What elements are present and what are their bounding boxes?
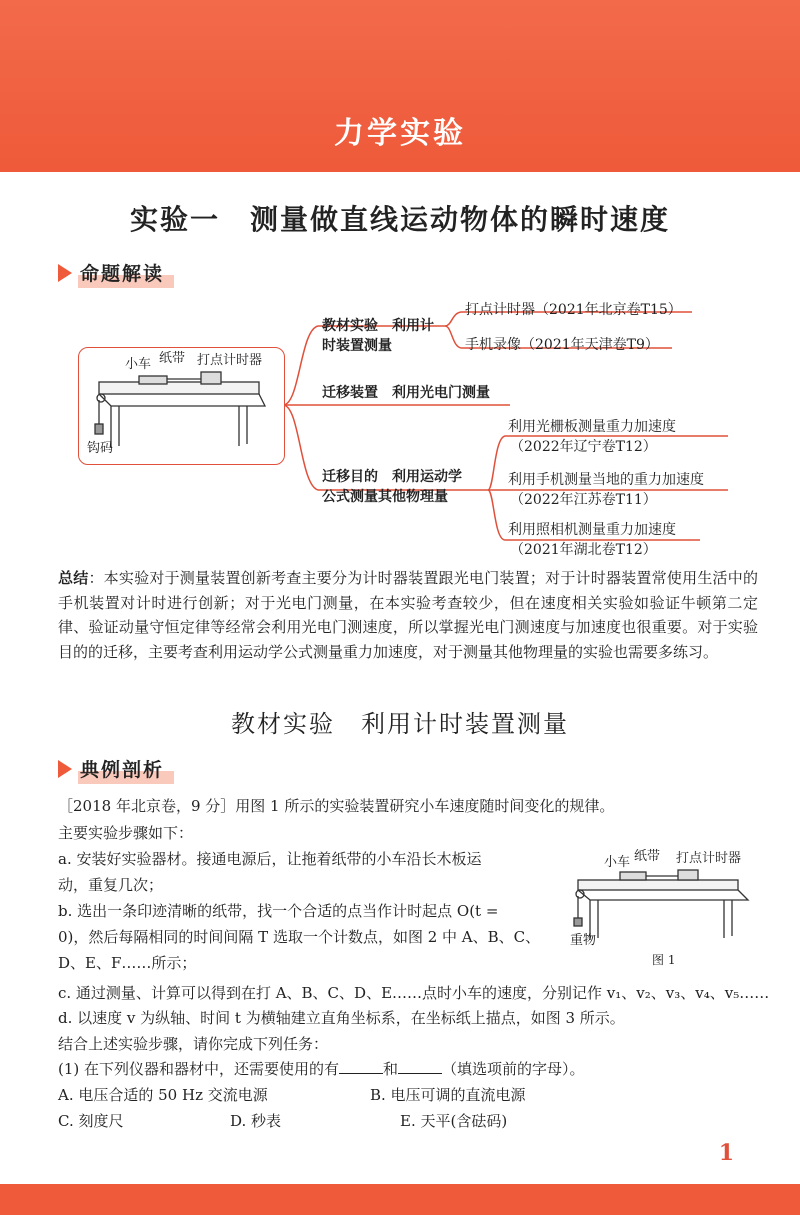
step-a-line1: a. 安装好实验器材。接通电源后，让拖着纸带的小车沿长木板运 bbox=[58, 850, 482, 868]
figure-1 bbox=[568, 842, 768, 972]
mindmap-branch-migration-goal: 迁移目的 利用运动学 公式测量其他物理量 bbox=[322, 469, 462, 505]
mindmap-leaf-3: 利用光栅板测量重力加速度 （2022年辽宁卷T12） bbox=[508, 419, 676, 455]
option-c: C. 刻度尺 bbox=[58, 1112, 124, 1130]
steps-intro: 主要实验步骤如下： bbox=[58, 824, 194, 842]
triangle-icon bbox=[58, 264, 72, 282]
fig1-label-timer: 打点计时器 bbox=[676, 851, 742, 866]
triangle-icon bbox=[58, 760, 72, 778]
fig1-label-cart: 小车 bbox=[604, 855, 631, 870]
section-tag-analysis bbox=[58, 258, 174, 288]
mindmap-branch-migration-device: 迁移装置 利用光电门测量 bbox=[322, 385, 490, 401]
option-e: E. 天平(含砝码) bbox=[400, 1112, 508, 1130]
section-tag-example bbox=[58, 754, 174, 784]
question-1: (1) 在下列仪器和器材中，还需要使用的有 和 （填选项前的字母）。 bbox=[58, 1060, 585, 1078]
step-b-line1: b. 选出一条印迹清晰的纸带，找一个合适的点当作计时起点 O(t = bbox=[58, 902, 499, 920]
experiment-title: 实验一 测量做直线运动物体的瞬时速度 bbox=[129, 203, 670, 236]
answer-blank-2[interactable] bbox=[398, 1059, 442, 1074]
mindmap-branch-textbook: 教材实验 利用计 时装置测量 bbox=[322, 318, 434, 354]
problem-intro: ［2018 年北京卷，9 分］用图 1 所示的实验装置研究小车速度随时间变化的规律。 bbox=[58, 797, 615, 815]
section-label: 命题解读 bbox=[78, 259, 174, 288]
label-tape: 纸带 bbox=[159, 351, 186, 366]
fig1-caption: 图 1 bbox=[652, 953, 676, 967]
task-intro: 结合上述实验步骤，请你完成下列任务： bbox=[58, 1035, 329, 1053]
option-d: D. 秒表 bbox=[230, 1112, 282, 1130]
step-b-line2: 0)，然后每隔相同的时间间隔 T 选取一个计数点，如图 2 中 A、B、C、 bbox=[58, 928, 541, 946]
option-a: A. 电压合适的 50 Hz 交流电源 bbox=[58, 1086, 268, 1104]
step-c: c. 通过测量、计算可以得到在打 A、B、C、D、E……点时小车的速度，分别记作 v₁、v₂、v₃、v₄、v₅…… bbox=[58, 984, 770, 1002]
label-cart: 小车 bbox=[125, 357, 152, 372]
branch1-curve bbox=[283, 326, 318, 405]
answer-blank-1[interactable] bbox=[339, 1059, 383, 1074]
fig1-label-tape: 纸带 bbox=[634, 849, 661, 864]
step-a-line2: 动，重复几次； bbox=[58, 876, 164, 894]
label-timer: 打点计时器 bbox=[197, 353, 263, 368]
option-b: B. 电压可调的直流电源 bbox=[370, 1086, 526, 1104]
summary-text: ：本实验对于测量装置创新考查主要分为计时器装置跟光电门装置；对于计时器装置常使用生活中的手机装置对计时进行创新；对于光电门测量，在本实验考查较少，但在速度相关实验如验证牛顿第二定律、验证动量守恒定律等经常会利用光电门测速度，所以掌握光电门测速度与加速度也很重要。对于实验目的的迁移，主要考查利用运动学公式测量重力加速度，对于测量其他物理量的实验也需要多练习。 bbox=[58, 569, 758, 661]
mindmap-leaf-5: 利用照相机测量重力加速度 （2021年湖北卷T12） bbox=[508, 522, 676, 558]
mindmap-leaf-1: 打点计时器（2021年北京卷T15） bbox=[465, 302, 682, 318]
fig1-label-weight: 重物 bbox=[570, 933, 597, 948]
step-d: d. 以速度 v 为纵轴、时间 t 为横轴建立直角坐标系，在坐标纸上描点，如图 3 所示。 bbox=[58, 1009, 625, 1027]
page-number: 1 bbox=[718, 1140, 734, 1166]
mindmap-leaf-2: 手机录像（2021年天津卷T9） bbox=[465, 337, 659, 353]
chapter-title: 力学实验 bbox=[334, 116, 466, 151]
apparatus-diagram bbox=[78, 347, 285, 465]
branch3-curve bbox=[283, 405, 318, 490]
label-weight: 钩码 bbox=[87, 441, 114, 456]
section-label: 典例剖析 bbox=[78, 755, 174, 784]
summary-paragraph bbox=[58, 566, 758, 664]
apparatus-illustration bbox=[79, 348, 284, 464]
subsection-title: 教材实验 利用计时装置测量 bbox=[231, 710, 569, 738]
mindmap-leaf-4: 利用手机测量当地的重力加速度 （2022年江苏卷T11） bbox=[508, 472, 704, 508]
footer-bar bbox=[0, 1184, 800, 1215]
step-b-line3: D、E、F……所示； bbox=[58, 954, 197, 972]
summary-label: 总结 bbox=[58, 569, 89, 587]
